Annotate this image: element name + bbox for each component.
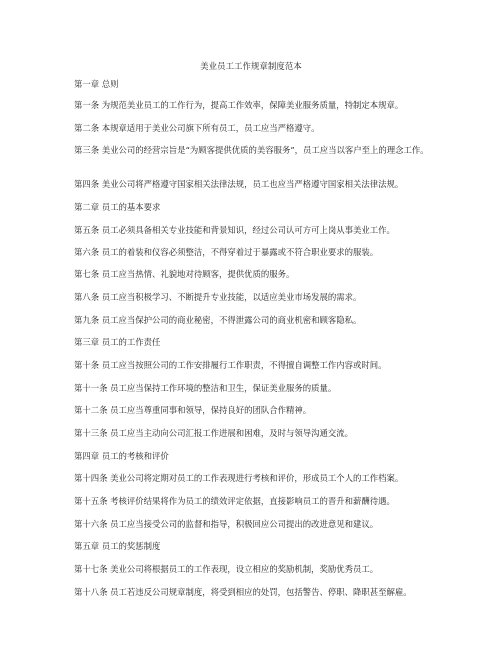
article-paragraph: 第三条 美业公司的经营宗旨是“为顾客提供优质的美容服务”，员工应当以客户至上的理念工作。 [74, 145, 429, 155]
article-paragraph: 第十条 员工应当按照公司的工作安排履行工作职责，不得擅自调整工作内容或时间。 [74, 360, 387, 370]
article-paragraph: 第七条 员工应当热情、礼貌地对待顾客，提供优质的服务。 [74, 269, 295, 279]
document-title: 美业员工工作规章制度范本 [200, 61, 302, 71]
article-paragraph: 第十四条 美业公司将定期对员工的工作表现进行考核和评价，形成员工个人的工作档案。 [74, 473, 404, 483]
chapter-heading: 第二章 员工的基本要求 [74, 202, 161, 212]
chapter-heading: 第三章 员工的工作责任 [74, 337, 161, 347]
chapter-heading: 第一章 总则 [74, 79, 119, 89]
article-paragraph: 第四条 美业公司将严格遵守国家相关法律法规，员工也应当严格遵守国家相关法律法规。 [74, 179, 404, 189]
article-paragraph: 第二条 本规章适用于美业公司旗下所有员工，员工应当严格遵守。 [74, 123, 320, 133]
article-paragraph: 第十二条 员工应当尊重同事和领导，保持良好的团队合作精神。 [74, 405, 312, 415]
article-paragraph: 第十五条 考核评价结果将作为员工的绩效评定依据，直接影响员工的晋升和薪酬待遇。 [74, 496, 395, 506]
article-paragraph: 第十三条 员工应当主动向公司汇报工作进展和困难，及时与领导沟通交流。 [74, 428, 354, 438]
article-paragraph: 第一条 为规范美业员工的工作行为，提高工作效率，保障美业服务质量，特制定本规章。 [74, 100, 404, 110]
article-paragraph: 第十一条 员工应当保持工作环境的整洁和卫生，保证美业服务的质量。 [74, 383, 337, 393]
article-paragraph: 第九条 员工应当保护公司的商业秘密，不得泄露公司的商业机密和顾客隐私。 [74, 315, 362, 325]
article-paragraph: 第十八条 员工若违反公司规章制度，将受到相应的处罚，包括警告、停职、降职甚至解雇。 [74, 587, 412, 597]
chapter-heading: 第四章 员工的考核和评价 [74, 451, 169, 461]
article-paragraph: 第五条 员工必须具备相关专业技能和背景知识，经过公司认可方可上岗从事美业工作。 [74, 225, 395, 235]
article-paragraph: 第八条 员工应当积极学习、不断提升专业技能，以适应美业市场发展的需求。 [74, 292, 362, 302]
article-paragraph: 第十六条 员工应当接受公司的监督和指导，积极回应公司提出的改进意见和建议。 [74, 519, 379, 529]
article-paragraph: 第十七条 美业公司将根据员工的工作表现，设立相应的奖励机制，奖励优秀员工。 [74, 564, 379, 574]
chapter-heading: 第五章 员工的奖惩制度 [74, 541, 161, 551]
article-paragraph: 第六条 员工的着装和仪容必须整洁，不得穿着过于暴露或不符合职业要求的服装。 [74, 247, 379, 257]
